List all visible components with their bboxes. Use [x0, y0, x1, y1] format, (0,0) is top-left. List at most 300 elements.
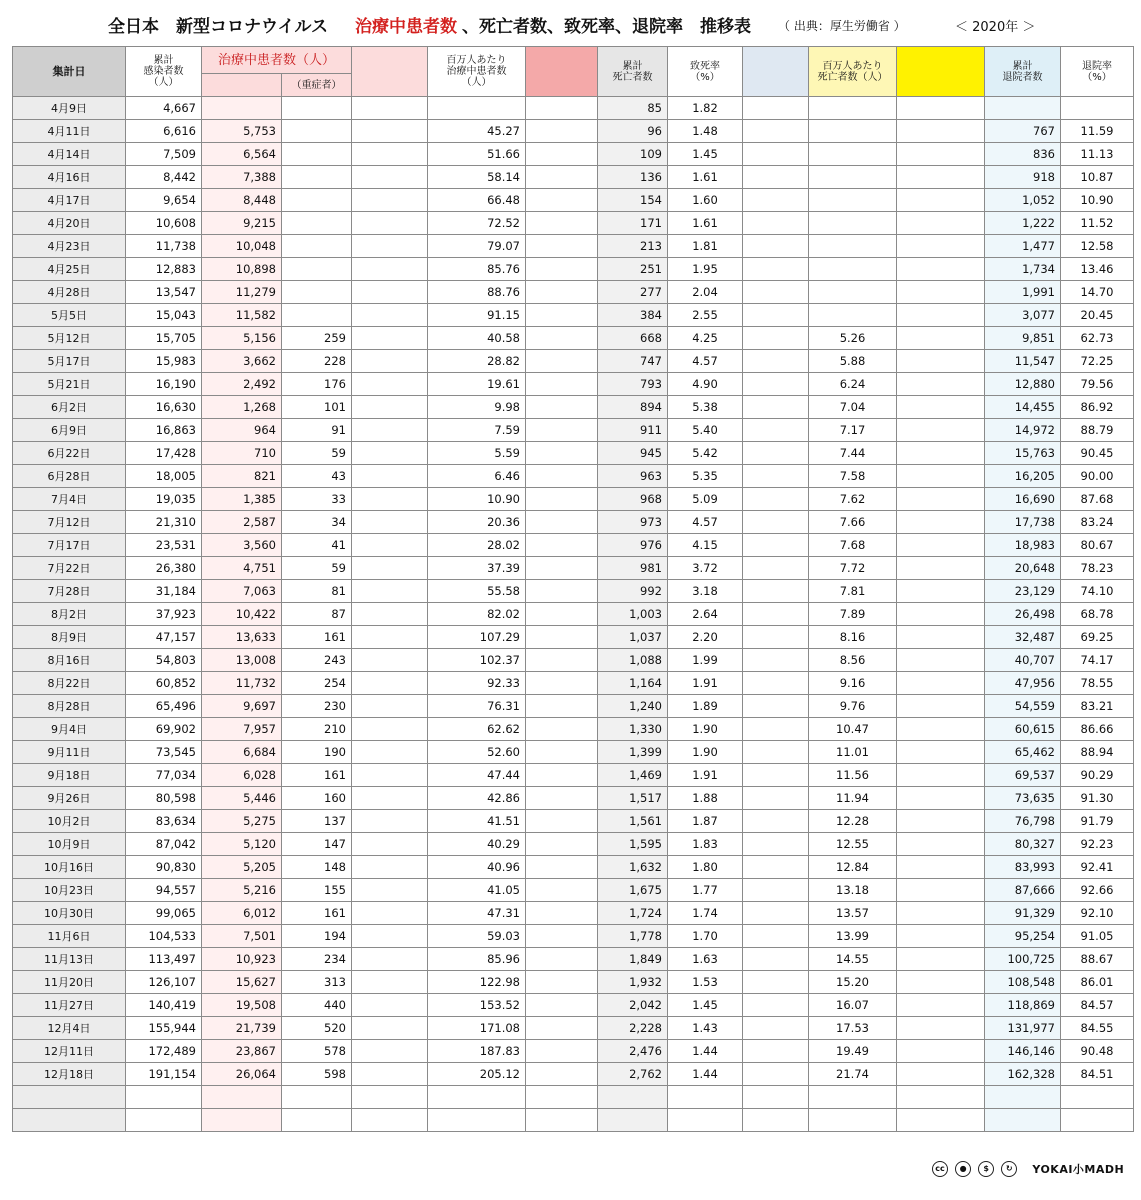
- cell-discharged: 47,956: [985, 672, 1061, 695]
- cell-infected: 12,883: [126, 258, 202, 281]
- cell-severe: 43: [282, 465, 352, 488]
- cell-spacer: [352, 879, 428, 902]
- cell-discharge-rate: 10.87: [1061, 166, 1134, 189]
- cell-spacer: [743, 672, 809, 695]
- cell-date: 4月28日: [13, 281, 126, 304]
- cell-spacer: [743, 1063, 809, 1086]
- page-title-rest: 、死亡者数、致死率、退院率 推移表: [462, 17, 751, 37]
- cell-deaths-per-million: 15.20: [809, 971, 897, 994]
- cell-spacer: [743, 511, 809, 534]
- cell-deaths: [598, 1086, 668, 1109]
- cell-fatality-rate: 4.57: [668, 511, 743, 534]
- cell-date: 9月26日: [13, 787, 126, 810]
- cell-active-per-million: 10.90: [428, 488, 526, 511]
- cell-spacer: [897, 994, 985, 1017]
- cell-discharge-rate: 11.52: [1061, 212, 1134, 235]
- cell-discharge-rate: 91.30: [1061, 787, 1134, 810]
- cell-fatality-rate: 1.90: [668, 741, 743, 764]
- cell-date: 7月12日: [13, 511, 126, 534]
- cell-severe: 161: [282, 764, 352, 787]
- cell-fatality-rate: 4.25: [668, 327, 743, 350]
- cell-spacer: [897, 948, 985, 971]
- cell-spacer: [526, 580, 598, 603]
- cell-severe: [282, 166, 352, 189]
- cell-deaths: 1,632: [598, 856, 668, 879]
- cell-discharged: 73,635: [985, 787, 1061, 810]
- cell-deaths: 1,469: [598, 764, 668, 787]
- table-row: [13, 856, 1134, 879]
- cell-date: 5月21日: [13, 373, 126, 396]
- cell-active: 10,898: [202, 258, 282, 281]
- cell-spacer: [743, 120, 809, 143]
- cell-discharged: 32,487: [985, 626, 1061, 649]
- cell-spacer: [352, 304, 428, 327]
- col-header-spacer-2: [526, 47, 598, 97]
- cell-discharged: 146,146: [985, 1040, 1061, 1063]
- cell-spacer: [526, 235, 598, 258]
- cell-severe: 161: [282, 626, 352, 649]
- cell-active: [202, 1086, 282, 1109]
- cell-spacer: [526, 120, 598, 143]
- cell-deaths-per-million: [809, 1109, 897, 1132]
- cell-spacer: [743, 1017, 809, 1040]
- table-row: [13, 1109, 1134, 1132]
- cell-fatality-rate: 4.57: [668, 350, 743, 373]
- cell-spacer: [743, 534, 809, 557]
- sa-icon: ↻: [1001, 1161, 1017, 1177]
- cell-spacer: [897, 787, 985, 810]
- cell-spacer: [743, 626, 809, 649]
- cell-active-per-million: 42.86: [428, 787, 526, 810]
- cell-spacer: [352, 649, 428, 672]
- cell-spacer: [352, 1109, 428, 1132]
- table-row: [13, 718, 1134, 741]
- cell-spacer: [352, 672, 428, 695]
- cell-active-per-million: 51.66: [428, 143, 526, 166]
- cell-spacer: [743, 304, 809, 327]
- cell-discharged: 14,972: [985, 419, 1061, 442]
- cell-date: 4月17日: [13, 189, 126, 212]
- cell-discharged: 18,983: [985, 534, 1061, 557]
- cell-active: 5,120: [202, 833, 282, 856]
- cell-active-per-million: 153.52: [428, 994, 526, 1017]
- cell-infected: 11,738: [126, 235, 202, 258]
- table-row: [13, 350, 1134, 373]
- table-row: [13, 948, 1134, 971]
- cell-discharged: 131,977: [985, 1017, 1061, 1040]
- cell-infected: 6,616: [126, 120, 202, 143]
- cell-spacer: [897, 166, 985, 189]
- cell-date: 8月9日: [13, 626, 126, 649]
- cell-discharge-rate: 92.41: [1061, 856, 1134, 879]
- col-header-deaths: 累計 死亡者数: [598, 47, 668, 97]
- cell-deaths: 2,228: [598, 1017, 668, 1040]
- cell-active-per-million: 85.96: [428, 948, 526, 971]
- cell-deaths: 1,675: [598, 879, 668, 902]
- col-header-infected: 累計 感染者数 （人）: [126, 47, 202, 97]
- cell-deaths-per-million: 7.62: [809, 488, 897, 511]
- cell-active: 4,751: [202, 557, 282, 580]
- cell-spacer: [526, 281, 598, 304]
- cell-severe: 41: [282, 534, 352, 557]
- author-logo: YOKAI小MADH: [1032, 1162, 1125, 1176]
- cell-infected: 94,557: [126, 879, 202, 902]
- cell-spacer: [352, 212, 428, 235]
- cell-discharge-rate: 78.23: [1061, 557, 1134, 580]
- cell-active-per-million: 28.82: [428, 350, 526, 373]
- cell-discharged: 87,666: [985, 879, 1061, 902]
- cell-spacer: [352, 511, 428, 534]
- cell-spacer: [897, 672, 985, 695]
- cell-date: 6月9日: [13, 419, 126, 442]
- cell-active: 5,156: [202, 327, 282, 350]
- cell-deaths-per-million: [809, 143, 897, 166]
- cell-spacer: [526, 557, 598, 580]
- cell-infected: 172,489: [126, 1040, 202, 1063]
- cell-discharged: 16,205: [985, 465, 1061, 488]
- cell-deaths: 2,476: [598, 1040, 668, 1063]
- table-row: [13, 672, 1134, 695]
- table-row: [13, 465, 1134, 488]
- cell-deaths-per-million: 11.94: [809, 787, 897, 810]
- cell-deaths: 894: [598, 396, 668, 419]
- cell-spacer: [897, 511, 985, 534]
- cell-spacer: [743, 373, 809, 396]
- cell-spacer: [743, 649, 809, 672]
- cell-spacer: [897, 764, 985, 787]
- cell-fatality-rate: 1.61: [668, 212, 743, 235]
- cell-deaths: 992: [598, 580, 668, 603]
- table-row: [13, 327, 1134, 350]
- cell-date: 12月4日: [13, 1017, 126, 1040]
- cell-infected: 87,042: [126, 833, 202, 856]
- cell-discharged: 17,738: [985, 511, 1061, 534]
- cell-spacer: [352, 1063, 428, 1086]
- cell-discharge-rate: 10.90: [1061, 189, 1134, 212]
- cell-spacer: [352, 741, 428, 764]
- cell-spacer: [897, 557, 985, 580]
- cell-fatality-rate: [668, 1109, 743, 1132]
- cell-deaths: 213: [598, 235, 668, 258]
- cell-infected: 31,184: [126, 580, 202, 603]
- cell-discharge-rate: [1061, 97, 1134, 120]
- cell-deaths: 1,164: [598, 672, 668, 695]
- cell-active: 710: [202, 442, 282, 465]
- table-row: [13, 787, 1134, 810]
- cell-spacer: [897, 97, 985, 120]
- cell-spacer: [897, 810, 985, 833]
- cell-spacer: [897, 879, 985, 902]
- table-row: [13, 281, 1134, 304]
- cell-active-per-million: 82.02: [428, 603, 526, 626]
- cell-discharge-rate: 78.55: [1061, 672, 1134, 695]
- cell-fatality-rate: 1.81: [668, 235, 743, 258]
- cell-discharged: 23,129: [985, 580, 1061, 603]
- col-header-spacer-4: [897, 47, 985, 97]
- cell-spacer: [352, 626, 428, 649]
- cell-active-per-million: 9.98: [428, 396, 526, 419]
- cell-active: 964: [202, 419, 282, 442]
- cell-spacer: [526, 695, 598, 718]
- cell-spacer: [526, 626, 598, 649]
- table-row: [13, 695, 1134, 718]
- cell-deaths: 1,517: [598, 787, 668, 810]
- cell-deaths-per-million: 7.72: [809, 557, 897, 580]
- cell-spacer: [526, 764, 598, 787]
- cell-fatality-rate: 2.55: [668, 304, 743, 327]
- cell-spacer: [743, 971, 809, 994]
- table-row: [13, 580, 1134, 603]
- cell-active-per-million: 19.61: [428, 373, 526, 396]
- cell-severe: [282, 281, 352, 304]
- cell-fatality-rate: 1.61: [668, 166, 743, 189]
- cell-spacer: [526, 534, 598, 557]
- cell-severe: 313: [282, 971, 352, 994]
- cell-active: 3,662: [202, 350, 282, 373]
- cell-deaths: 277: [598, 281, 668, 304]
- table-row: [13, 235, 1134, 258]
- cell-deaths-per-million: [809, 281, 897, 304]
- cell-spacer: [352, 281, 428, 304]
- cell-active: 5,446: [202, 787, 282, 810]
- cell-date: 10月16日: [13, 856, 126, 879]
- cell-active: 23,867: [202, 1040, 282, 1063]
- cell-fatality-rate: 1.77: [668, 879, 743, 902]
- cell-discharge-rate: 92.66: [1061, 879, 1134, 902]
- cell-fatality-rate: 1.48: [668, 120, 743, 143]
- cell-active-per-million: 20.36: [428, 511, 526, 534]
- cell-deaths-per-million: 21.74: [809, 1063, 897, 1086]
- cell-fatality-rate: 1.88: [668, 787, 743, 810]
- table-row: [13, 97, 1134, 120]
- cell-deaths: 1,724: [598, 902, 668, 925]
- cell-spacer: [897, 1017, 985, 1040]
- cell-spacer: [743, 557, 809, 580]
- cell-active-per-million: 66.48: [428, 189, 526, 212]
- cell-date: 4月16日: [13, 166, 126, 189]
- cell-deaths: 973: [598, 511, 668, 534]
- cell-discharged: 1,991: [985, 281, 1061, 304]
- cell-infected: 9,654: [126, 189, 202, 212]
- cell-active: 7,501: [202, 925, 282, 948]
- cell-active: 21,739: [202, 1017, 282, 1040]
- table-row: [13, 166, 1134, 189]
- cell-date: 12月18日: [13, 1063, 126, 1086]
- cell-deaths-per-million: [809, 120, 897, 143]
- cell-deaths: 2,042: [598, 994, 668, 1017]
- cell-date: 9月11日: [13, 741, 126, 764]
- table-body: [13, 97, 1134, 1132]
- cell-infected: 77,034: [126, 764, 202, 787]
- cell-spacer: [526, 166, 598, 189]
- cell-severe: [282, 1109, 352, 1132]
- cell-spacer: [743, 258, 809, 281]
- cell-deaths: 85: [598, 97, 668, 120]
- cell-infected: 16,630: [126, 396, 202, 419]
- cell-active: 9,697: [202, 695, 282, 718]
- cell-date: 5月17日: [13, 350, 126, 373]
- title-bar: [0, 8, 1141, 40]
- cell-discharged: 40,707: [985, 649, 1061, 672]
- table-row: [13, 994, 1134, 1017]
- cell-deaths-per-million: 13.99: [809, 925, 897, 948]
- cell-spacer: [897, 1109, 985, 1132]
- cell-discharge-rate: 88.79: [1061, 419, 1134, 442]
- cell-deaths-per-million: [809, 166, 897, 189]
- cell-spacer: [526, 488, 598, 511]
- cell-spacer: [897, 603, 985, 626]
- cell-discharge-rate: 80.67: [1061, 534, 1134, 557]
- cell-deaths-per-million: 13.18: [809, 879, 897, 902]
- cell-deaths: 384: [598, 304, 668, 327]
- cell-spacer: [526, 1017, 598, 1040]
- cell-fatality-rate: 1.45: [668, 994, 743, 1017]
- cell-spacer: [743, 718, 809, 741]
- cell-discharged: 26,498: [985, 603, 1061, 626]
- cell-date: 4月11日: [13, 120, 126, 143]
- cell-deaths: 1,778: [598, 925, 668, 948]
- cell-infected: 90,830: [126, 856, 202, 879]
- cell-discharged: 83,993: [985, 856, 1061, 879]
- cell-deaths-per-million: [809, 189, 897, 212]
- cell-discharge-rate: 90.48: [1061, 1040, 1134, 1063]
- cell-spacer: [743, 465, 809, 488]
- cell-discharge-rate: 62.73: [1061, 327, 1134, 350]
- cell-active-per-million: 6.46: [428, 465, 526, 488]
- cell-date: 4月25日: [13, 258, 126, 281]
- cell-spacer: [743, 948, 809, 971]
- cell-spacer: [352, 1086, 428, 1109]
- cell-spacer: [352, 327, 428, 350]
- cell-severe: 234: [282, 948, 352, 971]
- cell-infected: 155,944: [126, 1017, 202, 1040]
- cell-discharged: 54,559: [985, 695, 1061, 718]
- cell-discharged: 80,327: [985, 833, 1061, 856]
- cell-severe: 228: [282, 350, 352, 373]
- table-row: [13, 488, 1134, 511]
- cell-discharged: 1,052: [985, 189, 1061, 212]
- cell-deaths-per-million: 6.24: [809, 373, 897, 396]
- cell-spacer: [352, 902, 428, 925]
- cell-infected: 54,803: [126, 649, 202, 672]
- cell-severe: 578: [282, 1040, 352, 1063]
- cell-deaths-per-million: 7.04: [809, 396, 897, 419]
- cell-active-per-million: 171.08: [428, 1017, 526, 1040]
- cell-infected: 16,863: [126, 419, 202, 442]
- cell-spacer: [352, 925, 428, 948]
- cell-spacer: [526, 971, 598, 994]
- table-row: [13, 373, 1134, 396]
- cell-spacer: [897, 925, 985, 948]
- cell-infected: 19,035: [126, 488, 202, 511]
- cell-deaths: 1,595: [598, 833, 668, 856]
- cell-discharge-rate: 69.25: [1061, 626, 1134, 649]
- cell-spacer: [526, 465, 598, 488]
- cell-spacer: [352, 396, 428, 419]
- cell-infected: 104,533: [126, 925, 202, 948]
- cell-active-per-million: 41.05: [428, 879, 526, 902]
- table-row: [13, 1017, 1134, 1040]
- cell-spacer: [526, 948, 598, 971]
- cell-spacer: [743, 833, 809, 856]
- cell-date: [13, 1086, 126, 1109]
- cell-spacer: [526, 994, 598, 1017]
- cell-discharge-rate: 92.10: [1061, 902, 1134, 925]
- cell-fatality-rate: 1.44: [668, 1063, 743, 1086]
- cell-deaths: 1,088: [598, 649, 668, 672]
- cell-deaths-per-million: 5.26: [809, 327, 897, 350]
- cell-discharged: 76,798: [985, 810, 1061, 833]
- cell-deaths: 109: [598, 143, 668, 166]
- cell-active: 9,215: [202, 212, 282, 235]
- cell-active-per-million: 52.60: [428, 741, 526, 764]
- cell-severe: 520: [282, 1017, 352, 1040]
- cell-discharged: 95,254: [985, 925, 1061, 948]
- cell-severe: 176: [282, 373, 352, 396]
- cell-active-per-million: 28.02: [428, 534, 526, 557]
- cell-spacer: [743, 994, 809, 1017]
- cell-date: 12月11日: [13, 1040, 126, 1063]
- cell-infected: 140,419: [126, 994, 202, 1017]
- cell-infected: 80,598: [126, 787, 202, 810]
- cell-deaths: 1,037: [598, 626, 668, 649]
- table-row: [13, 442, 1134, 465]
- license-footer: [932, 1158, 1124, 1178]
- cell-date: 10月2日: [13, 810, 126, 833]
- cell-date: 10月23日: [13, 879, 126, 902]
- cell-active-per-million: 47.44: [428, 764, 526, 787]
- table-row: [13, 1086, 1134, 1109]
- cell-discharged: 918: [985, 166, 1061, 189]
- cell-spacer: [743, 810, 809, 833]
- cell-spacer: [526, 442, 598, 465]
- cell-discharged: 60,615: [985, 718, 1061, 741]
- cell-fatality-rate: 1.70: [668, 925, 743, 948]
- table-row: [13, 879, 1134, 902]
- cell-discharge-rate: 84.55: [1061, 1017, 1134, 1040]
- cell-spacer: [352, 350, 428, 373]
- cell-discharged: 836: [985, 143, 1061, 166]
- cell-spacer: [897, 902, 985, 925]
- cell-spacer: [743, 580, 809, 603]
- cell-spacer: [526, 258, 598, 281]
- cell-deaths: 945: [598, 442, 668, 465]
- cell-infected: 15,705: [126, 327, 202, 350]
- cell-active: [202, 97, 282, 120]
- cell-spacer: [897, 419, 985, 442]
- cell-date: 11月13日: [13, 948, 126, 971]
- cell-infected: 15,983: [126, 350, 202, 373]
- cell-active: 10,048: [202, 235, 282, 258]
- cell-fatality-rate: 2.20: [668, 626, 743, 649]
- table-row: [13, 626, 1134, 649]
- cell-deaths: 154: [598, 189, 668, 212]
- cell-deaths: 911: [598, 419, 668, 442]
- cell-deaths-per-million: 9.16: [809, 672, 897, 695]
- cell-spacer: [352, 534, 428, 557]
- cell-fatality-rate: [668, 1086, 743, 1109]
- cell-discharge-rate: 74.17: [1061, 649, 1134, 672]
- cell-deaths-per-million: 16.07: [809, 994, 897, 1017]
- col-header-discharged: 累計 退院者数: [985, 47, 1061, 97]
- cell-active: 11,582: [202, 304, 282, 327]
- cell-discharged: 118,869: [985, 994, 1061, 1017]
- cell-discharged: 91,329: [985, 902, 1061, 925]
- cell-active: 821: [202, 465, 282, 488]
- cell-discharge-rate: 79.56: [1061, 373, 1134, 396]
- cell-spacer: [743, 189, 809, 212]
- cell-date: 8月22日: [13, 672, 126, 695]
